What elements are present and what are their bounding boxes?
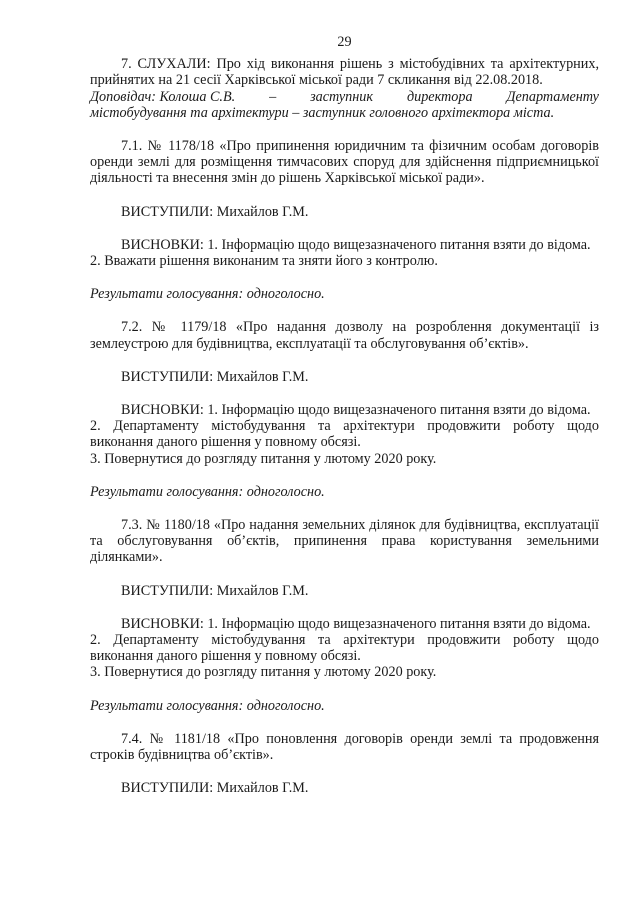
speaker-word: Департаменту (506, 88, 599, 105)
item-title: 7.1. № 1178/18 «Про припинення юридичним та фізичним особам договорів оренди землі для розміщення тимчасових споруд для здійснення підприємницької діяльності та внесення змін до рішень Харківської міської ради». (90, 138, 599, 187)
speaker-word: заступник (310, 88, 374, 105)
vote-result: Результати голосування: одноголосно. (90, 697, 325, 714)
vote-result: Результати голосування: одноголосно. (90, 483, 325, 500)
item-conclusion: ВИСНОВКИ: 1. Інформацію щодо вищезазначеного питання взяти до відома. (121, 236, 591, 253)
item-conclusion: ВИСНОВКИ: 1. Інформацію щодо вищезазначеного питання взяти до відома. (121, 402, 591, 419)
item-conclusion: ВИСНОВКИ: 1. Інформацію щодо вищезазначеного питання взяти до відома. (121, 615, 591, 632)
vote-result: Результати голосування: одноголосно. (90, 286, 325, 303)
item-title: 7.2. № 1179/18 «Про надання дозволу на розроблення документації із землеустрою для будівництва, експлуатації та обслуговування об’єктів». (90, 319, 599, 352)
item-conclusion: 3. Повернутися до розгляду питання у лютому 2020 року. (90, 664, 437, 681)
speaker-dash: – (269, 88, 277, 105)
speaker-word: директора (406, 88, 473, 105)
heard-paragraph: 7. СЛУХАЛИ: Про хід виконання рішень з містобудівних та архітектурних, прийнятих на 21 сесії Харківської міської ради 7 скликання від 22.08.2018. (90, 56, 599, 89)
speaker-label: Доповідач: Колоша С.В. (90, 88, 236, 105)
item-conclusion: 2. Департаменту містобудування та архітектури продовжити роботу щодо виконання даного рішення у повному обсязі. (90, 632, 599, 665)
item-speakers: ВИСТУПИЛИ: Михайлов Г.М. (121, 368, 309, 385)
item-speakers: ВИСТУПИЛИ: Михайлов Г.М. (121, 780, 309, 797)
speaker-line (90, 89, 599, 105)
item-conclusion: 2. Департаменту містобудування та архітектури продовжити роботу щодо виконання даного рішення у повному обсязі. (90, 418, 599, 451)
item-title: 7.3. № 1180/18 «Про надання земельних ділянок для будівництва, експлуатації та обслуговування об’єктів, припинення права користування земельними ділянками». (90, 517, 599, 566)
item-title: 7.4. № 1181/18 «Про поновлення договорів оренди землі та продовження строків будівництва об’єктів». (90, 730, 599, 764)
item-speakers: ВИСТУПИЛИ: Михайлов Г.М. (121, 582, 309, 599)
speaker-position: містобудування та архітектури – заступник головного архітектора міста. (90, 104, 555, 121)
page-number: 29 (337, 34, 352, 50)
item-conclusion: 2. Вважати рішення виконаним та зняти його з контролю. (90, 253, 438, 270)
item-conclusion: 3. Повернутися до розгляду питання у лютому 2020 року. (90, 450, 437, 467)
item-speakers: ВИСТУПИЛИ: Михайлов Г.М. (121, 203, 309, 220)
